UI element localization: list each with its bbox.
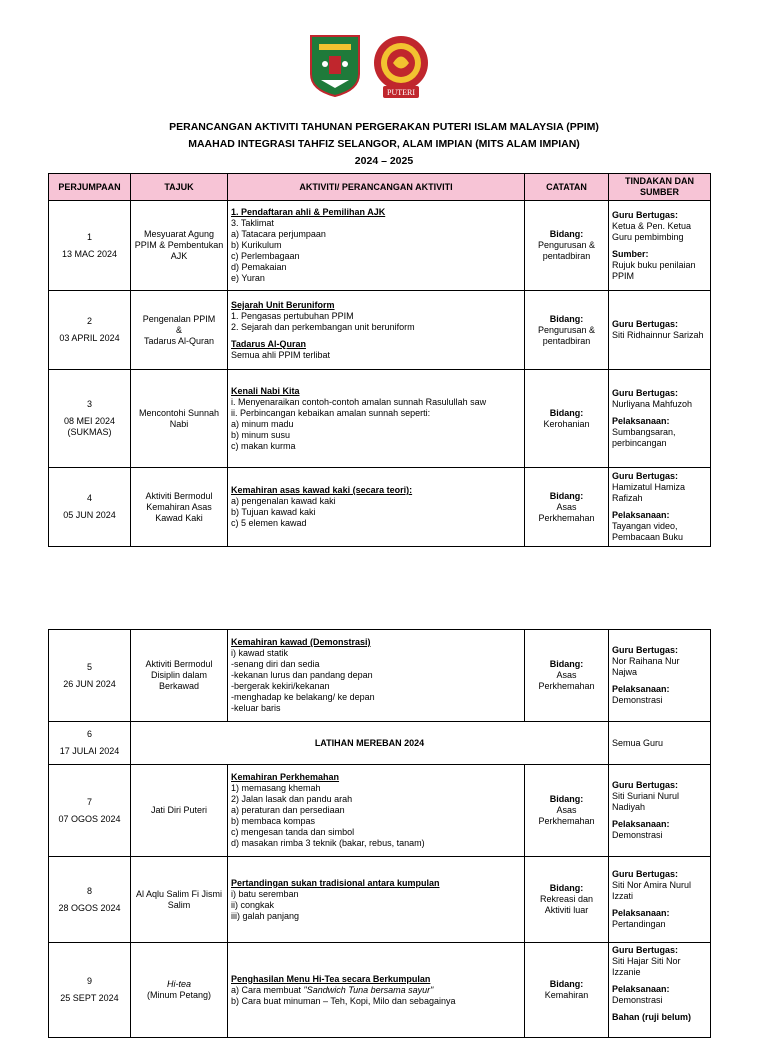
aktiviti-text-italic: "Sandwich Tuna bersama sayur" — [303, 984, 434, 995]
aktiviti-line: b) Kurikulum — [231, 240, 282, 250]
perjumpaan-cell — [49, 630, 131, 722]
aktiviti-line: ii. Perbincangan kebaikan amalan sunnah seperti: — [231, 407, 431, 418]
aktiviti-line: a) pengenalan kawad kaki — [231, 496, 336, 506]
merged-activity-cell: LATIHAN MEREBAN 2024 — [131, 722, 609, 765]
catatan-value: Asas Perkhemahan — [538, 805, 595, 826]
aktiviti-line: c) Perlembagaan — [231, 251, 300, 261]
aktiviti-title: Tadarus Al-Quran — [231, 338, 307, 349]
aktiviti-cell — [228, 468, 525, 547]
aktiviti-line: a) minum madu — [231, 418, 294, 429]
col-header-perjumpaan: PERJUMPAAN — [49, 174, 131, 201]
tajuk-cell: Mencontohi Sunnah Nabi — [131, 370, 228, 468]
tajuk-cell: Mesyuarat Agung PPIM & Pembentukan AJK — [131, 201, 228, 291]
catatan-value: Asas Perkhemahan — [538, 501, 595, 523]
tajuk-cell: Jati Diri Puteri — [131, 765, 228, 857]
tindakan-label: Guru Bertugas: — [612, 319, 679, 329]
tindakan-value: Siti Nor Amira Nurul Izzati — [612, 880, 692, 901]
aktiviti-line: a) peraturan dan persediaan — [231, 805, 345, 815]
tindakan-cell — [609, 370, 711, 468]
tajuk-cell: Aktiviti Bermodul Kemahiran Asas Kawad Kaki — [131, 468, 228, 547]
tindakan-cell — [609, 201, 711, 291]
aktiviti-line: e) Yuran — [231, 273, 265, 283]
tindakan-label: Guru Bertugas: — [612, 869, 679, 879]
aktiviti-line: b) Cara buat minuman – Teh, Kopi, Milo dan sebagainya — [231, 995, 456, 1006]
meeting-date: 17 JULAI 2024 — [59, 746, 120, 756]
meeting-date: 03 APRIL 2024 — [59, 333, 120, 343]
tindakan-cell — [609, 765, 711, 857]
aktiviti-cell — [228, 765, 525, 857]
table-row — [49, 630, 711, 722]
aktiviti-line: i) batu seremban — [231, 888, 299, 899]
tindakan-cell — [609, 943, 711, 1038]
document-title: PERANCANGAN AKTIVITI TAHUNAN PERGERAKAN PUTERI ISLAM MALAYSIA (PPIM) — [169, 121, 599, 133]
aktiviti-line: -keluar baris — [231, 703, 281, 713]
tindakan-label: Guru Bertugas: — [612, 780, 679, 790]
tindakan-label: Guru Bertugas: — [612, 209, 679, 220]
aktiviti-cell — [228, 370, 525, 468]
tindakan-cell: Semua Guru — [609, 722, 711, 765]
tindakan-value: Demonstrasi — [612, 695, 663, 705]
meeting-number: 3 — [86, 399, 92, 409]
aktiviti-line: a) Tatacara perjumpaan — [231, 229, 326, 239]
aktiviti-line: b) Tujuan kawad kaki — [231, 507, 316, 517]
meeting-note: (SUKMAS) — [67, 427, 112, 437]
aktiviti-line: i. Menyenaraikan contoh-contoh amalan sunnah Rasulullah saw — [231, 396, 487, 407]
aktiviti-title: Pertandingan sukan tradisional antara kumpulan — [231, 877, 440, 888]
catatan-cell — [525, 765, 609, 857]
meeting-date: 13 MAC 2024 — [61, 248, 118, 259]
catatan-label: Bidang: — [549, 407, 584, 418]
meeting-date: 05 JUN 2024 — [63, 510, 116, 520]
tindakan-value: Nurliyana Mahfuzoh — [612, 399, 693, 409]
catatan-cell — [525, 630, 609, 722]
meeting-number: 8 — [86, 885, 92, 896]
aktiviti-line: b) membaca kompas — [231, 816, 316, 826]
tindakan-label: Pelaksanaan: — [612, 819, 670, 829]
tindakan-cell — [609, 291, 711, 370]
table-row — [49, 291, 711, 370]
svg-text:PUTERI: PUTERI — [387, 88, 415, 97]
aktiviti-line: 1. Pengasas pertubuhan PPIM — [231, 310, 354, 321]
tindakan-value: Siti Suriani Nurul Nadiyah — [612, 791, 680, 812]
catatan-label: Bidang: — [549, 313, 584, 324]
tindakan-value: Demonstrasi — [612, 995, 663, 1005]
perjumpaan-cell — [49, 765, 131, 857]
meeting-number: 4 — [86, 493, 92, 503]
table-row — [49, 201, 711, 291]
tajuk-cell — [131, 943, 228, 1038]
tajuk-cell — [131, 291, 228, 370]
col-header-tindakan: TINDAKAN DAN SUMBER — [609, 174, 711, 201]
perjumpaan-cell — [49, 857, 131, 943]
tindakan-label: Pelaksanaan: — [612, 510, 670, 520]
aktiviti-line: -senang diri dan sedia — [231, 659, 320, 669]
aktiviti-cell — [228, 943, 525, 1038]
tajuk-line: (Minum Petang) — [146, 990, 212, 1000]
aktiviti-cell — [228, 857, 525, 943]
catatan-cell — [525, 857, 609, 943]
tindakan-cell — [609, 468, 711, 547]
catatan-cell — [525, 370, 609, 468]
tindakan-value: Ketua & Pen. Ketua Guru pembimbing — [612, 220, 692, 242]
meeting-number: 2 — [86, 316, 92, 326]
tindakan-label: Pelaksanaan: — [612, 908, 670, 918]
tajuk-cell: Al Aqlu Salim Fi Jismi Salim — [131, 857, 228, 943]
meeting-number: 6 — [86, 729, 92, 739]
perjumpaan-cell — [49, 722, 131, 765]
tindakan-value: Nor Raihana Nur Najwa — [612, 656, 680, 677]
catatan-value: Pengurusan & pentadbiran — [537, 240, 596, 261]
aktiviti-title: Kemahiran Perkhemahan — [231, 772, 340, 782]
col-header-tajuk: TAJUK — [131, 174, 228, 201]
catatan-value: Pengurusan & pentadbiran — [537, 324, 596, 346]
meeting-number: 9 — [86, 976, 92, 986]
catatan-label: Bidang: — [549, 794, 584, 804]
catatan-cell — [525, 291, 609, 370]
year-range: 2024 – 2025 — [354, 155, 414, 167]
meeting-date: 25 SEPT 2024 — [60, 993, 119, 1003]
table-row — [49, 468, 711, 547]
catatan-label: Bidang: — [549, 229, 584, 239]
perjumpaan-cell — [49, 943, 131, 1038]
meeting-date: 28 OGOS 2024 — [58, 902, 121, 913]
col-header-catatan: CATATAN — [525, 174, 609, 201]
meeting-number: 7 — [86, 796, 92, 807]
aktiviti-text: a) Cara membuat — [231, 984, 304, 995]
tindakan-cell — [609, 630, 711, 722]
aktiviti-line: Semua ahli PPIM terlibat — [231, 349, 331, 360]
table-row — [49, 943, 711, 1038]
tajuk-line: & — [175, 324, 182, 335]
perjumpaan-cell — [49, 370, 131, 468]
meeting-date: 26 JUN 2024 — [63, 678, 116, 689]
tajuk-line: Pengenalan PPIM — [142, 313, 216, 324]
catatan-cell — [525, 468, 609, 547]
tindakan-label: Guru Bertugas: — [612, 645, 679, 655]
perjumpaan-cell — [49, 291, 131, 370]
aktiviti-line: d) Pemakaian — [231, 262, 287, 272]
tindakan-label: Sumber: — [612, 248, 649, 259]
aktiviti-title: 1. Pendaftaran ahli & Pemilihan AJK — [231, 207, 386, 217]
tindakan-label: Guru Bertugas: — [612, 471, 679, 481]
aktiviti-line — [231, 985, 521, 996]
tindakan-label: Guru Bertugas: — [612, 388, 679, 398]
aktiviti-line: iii) galah panjang — [231, 910, 300, 921]
tindakan-value: Tayangan video, Pembacaan Buku — [612, 521, 684, 542]
aktiviti-title: Kemahiran kawad (Demonstrasi) — [231, 637, 371, 647]
table-header-row — [49, 174, 711, 201]
aktiviti-line: -bergerak kekiri/kekanan — [231, 681, 330, 691]
school-name: MAAHAD INTEGRASI TAHFIZ SELANGOR, ALAM IMPIAN (MITS ALAM IMPIAN) — [188, 138, 580, 150]
perjumpaan-cell — [49, 201, 131, 291]
school-crest-logo — [309, 34, 361, 98]
aktiviti-line: 1) memasang khemah — [231, 783, 321, 793]
tindakan-label: Pelaksanaan: — [612, 984, 670, 994]
tindakan-value: Siti Ridhainnur Sarizah — [612, 330, 704, 340]
tajuk-line: Tadarus Al-Quran — [143, 335, 215, 346]
meeting-date: 07 OGOS 2024 — [58, 813, 121, 824]
table-row — [49, 857, 711, 943]
catatan-cell — [525, 943, 609, 1038]
aktiviti-line: c) 5 elemen kawad — [231, 518, 307, 528]
aktiviti-line: ii) congkak — [231, 899, 275, 910]
tindakan-label: Guru Bertugas: — [612, 945, 679, 955]
aktiviti-cell — [228, 630, 525, 722]
aktiviti-line: 2. Sejarah dan perkembangan unit beruniform — [231, 321, 415, 332]
aktiviti-title: Sejarah Unit Beruniform — [231, 299, 335, 310]
catatan-value: Asas Perkhemahan — [538, 670, 595, 691]
aktiviti-line: b) minum susu — [231, 429, 291, 440]
aktiviti-title: Penghasilan Menu Hi-Tea secara Berkumpulan — [231, 973, 431, 984]
aktiviti-title: Kenali Nabi Kita — [231, 385, 300, 396]
tindakan-value: Sumbangsaran, perbincangan — [612, 427, 676, 448]
catatan-label: Bidang: — [549, 979, 584, 989]
activity-table-page2 — [48, 629, 711, 1038]
catatan-label: Bidang: — [549, 490, 584, 501]
table-row — [49, 370, 711, 468]
tindakan-value: Rujuk buku penilaian PPIM — [612, 259, 696, 281]
tajuk-line: Hi-tea — [166, 979, 191, 989]
tindakan-value: Demonstrasi — [612, 830, 663, 840]
tindakan-value: Siti Hajar Siti Nor Izzanie — [612, 956, 681, 977]
tajuk-cell: Aktiviti Bermodul Disiplin dalam Berkawad — [131, 630, 228, 722]
table-row — [49, 722, 711, 765]
table-row — [49, 765, 711, 857]
catatan-label: Bidang: — [549, 883, 584, 893]
tindakan-label: Pelaksanaan: — [612, 416, 670, 426]
aktiviti-line: c) mengesan tanda dan simbol — [231, 827, 355, 837]
aktiviti-line: d) masakan rimba 3 teknik (bakar, rebus, tanam) — [231, 838, 425, 848]
logos — [0, 34, 768, 102]
meeting-number: 5 — [86, 661, 92, 672]
aktiviti-line: i) kawad statik — [231, 648, 289, 658]
meeting-number: 1 — [86, 231, 92, 242]
activity-table-page1 — [48, 173, 711, 547]
col-header-aktiviti: AKTIVITI/ PERANCANGAN AKTIVITI — [228, 174, 525, 201]
catatan-cell — [525, 201, 609, 291]
aktiviti-line: 3. Taklimat — [231, 218, 274, 228]
meeting-date: 08 MEI 2024 — [63, 416, 116, 426]
tindakan-label: Bahan (ruji belum) — [612, 1012, 692, 1022]
aktiviti-cell — [228, 201, 525, 291]
tindakan-value: Hamizatul Hamiza Rafizah — [612, 482, 686, 503]
aktiviti-line: c) makan kurma — [231, 440, 296, 451]
tindakan-label: Pelaksanaan: — [612, 684, 670, 694]
aktiviti-line: -menghadap ke belakang/ ke depan — [231, 692, 375, 702]
aktiviti-cell — [228, 291, 525, 370]
catatan-value: Kemahiran — [544, 990, 589, 1000]
catatan-label: Bidang: — [549, 659, 584, 669]
tindakan-cell — [609, 857, 711, 943]
aktiviti-line: -kekanan lurus dan pandang depan — [231, 670, 373, 680]
perjumpaan-cell — [49, 468, 131, 547]
aktiviti-title: Kemahiran asas kawad kaki (secara teori): — [231, 485, 413, 495]
puteri-badge-logo — [371, 34, 431, 100]
catatan-value: Rekreasi dan Aktiviti luar — [539, 894, 594, 915]
catatan-value: Kerohanian — [543, 418, 590, 429]
tindakan-value: Pertandingan — [612, 919, 666, 929]
aktiviti-line: 2) Jalan lasak dan pandu arah — [231, 794, 353, 804]
